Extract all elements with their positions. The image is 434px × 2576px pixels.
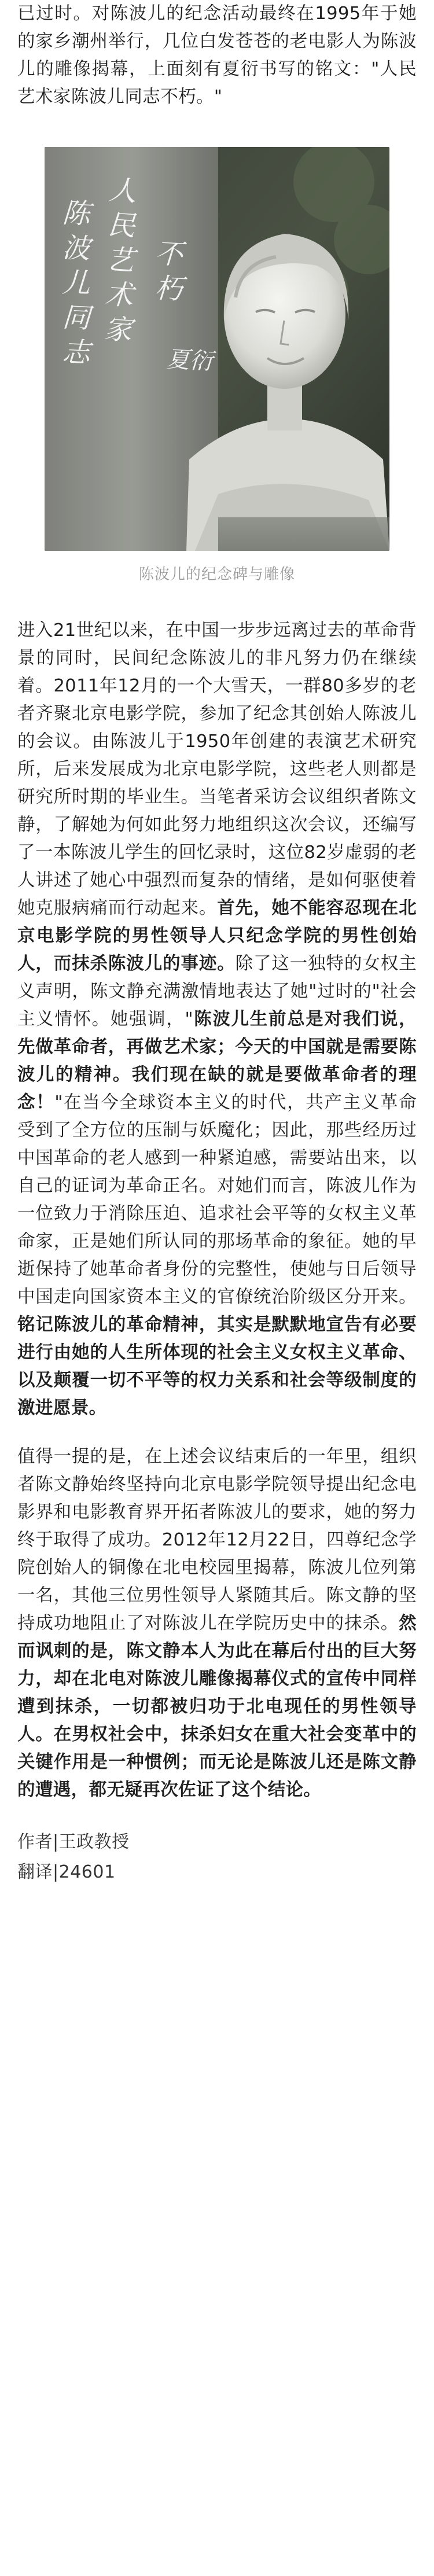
para2-text-2: 除了这一独特的女权主义声明，陈文静充满激情地表达了她"过时的"社会主义情怀。她强调，"	[17, 954, 417, 1029]
para3-bold-1: 然而讽刺的是，陈文静本人为此在幕后付出的巨大努力，却在北电对陈波儿雕像揭幕仪式的宣传中同样遭到抹杀，一切都被归功于北电现任的男性领导人。在男权社会中，抹杀妇女在重大社会变革中的关键作用是一种惯例；而无论是陈波儿还是陈文静的遭遇，都无疑再次佐证了这个结论。	[17, 1613, 417, 1800]
para2-bold-1: 首先，她不能容忍现在北京电影学院的男性领导人只纪念学院的男性创始人，而抹杀陈波儿的事迹。	[17, 898, 417, 974]
svg-text:朽: 朽	[154, 272, 184, 306]
svg-text:志: 志	[61, 336, 91, 370]
para2-text-1: 进入21世纪以来，在中国一步步远离过去的革命背景的同时，民间纪念陈波儿的非凡努力仍在继续着。2011年12月的一个大雪天，一群80多岁的老者齐聚北京电影学院，参加了纪念其创始人陈波儿的会议。由陈波儿于1950年创建的表演艺术研究所，后来发展成为北京电影学院，这些老人则都是研究所时期的毕业生。当笔者采访会议组织者陈文静，了解她为何如此努力地组织这次会议，还编写了一本陈波儿学生的回忆录时，这位82岁虚弱的老人讲述了她心中强烈而复杂的情绪，是如何驱使着她克服病痛而行动起来。	[17, 620, 417, 918]
para2-bold-2: 陈波儿生前总是对我们说，先做革命者，再做艺术家；今天的中国就是需要陈波儿的精神。我们现在缺的就是要做革命者的理念！	[17, 1009, 417, 1113]
svg-text:陈: 陈	[61, 197, 91, 231]
svg-text:艺: 艺	[105, 243, 135, 278]
translator-credit: 翻译|24601	[17, 1862, 116, 1882]
svg-text:夏衍: 夏衍	[165, 346, 214, 376]
author-credit: 作者|王政教授	[17, 1832, 130, 1852]
intro-paragraph	[17, 0, 417, 111]
svg-text:民: 民	[106, 208, 137, 243]
svg-text:儿: 儿	[61, 266, 91, 300]
svg-text:不: 不	[154, 237, 184, 271]
memorial-photo	[45, 147, 389, 551]
svg-text:人: 人	[108, 174, 138, 208]
svg-text:波: 波	[61, 231, 91, 266]
figure-caption: 陈波儿的纪念碑与雕像	[138, 566, 295, 583]
para3-text-1: 值得一提的是，在上述会议结束后的一年里，组织者陈文静始终坚持向北京电影学院领导提出纪念电影界和电影教育界开拓者陈波儿的要求，她的努力终于取得了成功。2012年12月22日，四尊纪念学院创始人的铜像在北电校园里揭幕，陈波儿位列第一名，其他三位男性领导人紧随其后。陈文静的坚持成功地阻止了对陈波儿在学院历史中的抹杀。	[17, 1447, 417, 1633]
svg-text:术: 术	[104, 278, 134, 312]
svg-text:同: 同	[61, 301, 91, 335]
para2-text-3: "在当今全球资本主义的时代，共产主义革命受到了全方位的压制与妖魔化；因此，那些经历过中国革命的老人感到一种紧迫感，需要站出来，以自己的证词为革命正名。对她们而言，陈波儿作为一位致力于消除压迫、追求社会平等的女权主义革命家，正是她们所认同的那场革命的象征。她的早逝保持了她革命者身份的完整性，使她与日后领导中国走向国家资本主义的官僚统治阶级区分开来。	[17, 1092, 417, 1307]
bust-statue-image	[45, 147, 389, 551]
article-footer	[17, 1827, 417, 1887]
intro-text: 已过时。对陈波儿的纪念活动最终在1995年于她的家乡潮州举行，几位白发苍苍的老电影人为陈波儿的雕像揭幕，上面刻有夏衍书写的铭文："人民艺术家陈波儿同志不朽。"	[17, 3, 417, 107]
svg-text:家: 家	[103, 312, 133, 347]
para2-bold-3: 铭记陈波儿的革命精神，其实是默默地宣告有必要进行由她的人生所体现的社会主义女权主义革命、以及颠覆一切不平等的权力关系和社会等级制度的激进愿景。	[17, 1315, 417, 1418]
closing-paragraph	[17, 1443, 417, 1804]
main-paragraph	[17, 617, 417, 1422]
memorial-figure	[45, 147, 389, 584]
